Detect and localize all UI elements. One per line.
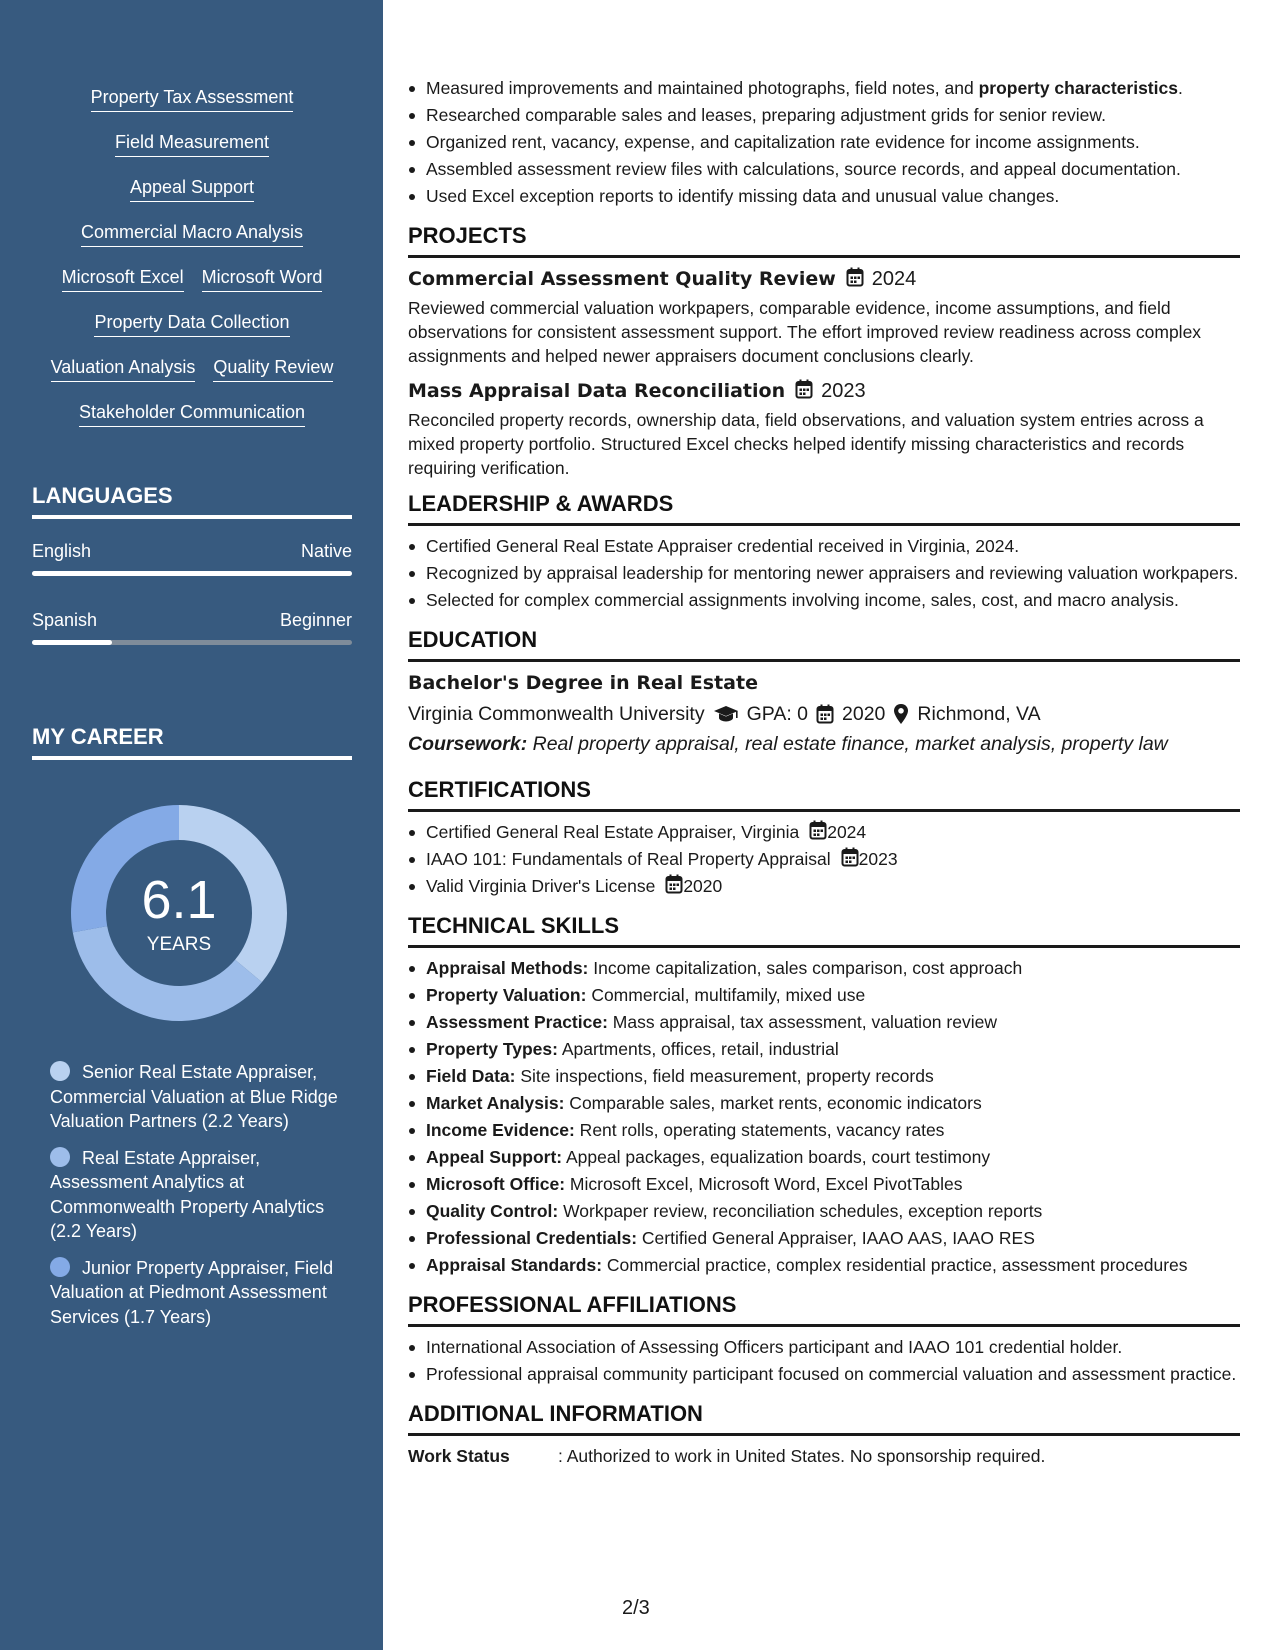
technical-skill-item [426, 1253, 1240, 1277]
bullet-text: Measured improvements and maintained photographs, field notes, and [426, 78, 979, 98]
career-item [50, 1060, 340, 1134]
project-description: Reviewed commercial valuation workpapers, comparable evidence, income assumptions, and field observations for consistent assessment support. The effort improved review readiness across complex assignments and helped newer appraisers document conclusions clearly. [408, 298, 1202, 366]
leadership-list [408, 534, 1240, 612]
technical-skill-label: Market Analysis: [426, 1093, 565, 1113]
technical-skill-item [426, 1172, 1240, 1196]
language-level: Native [300, 541, 352, 561]
technical-skill-label: Professional Credentials: [426, 1228, 638, 1248]
work-status-label: Work Status [408, 1446, 510, 1466]
skill-row [32, 356, 352, 401]
certification-name: Valid Virginia Driver's License [426, 876, 656, 896]
skills-list [32, 86, 352, 446]
project-description: Reconciled property records, ownership data, field observations, and valuation system entries across a mixed property portfolio. Structured Excel checks helped identify missing characteristics and records requiring verification. [408, 410, 1204, 478]
certification-year: 2020 [683, 876, 723, 896]
project-entry [408, 266, 1240, 368]
language-proficiency-bar [32, 571, 352, 576]
technical-skill-value: Site inspections, field measurement, property records [515, 1066, 934, 1086]
bullet-text: Assembled assessment review files with calculations, source records, and appeal documentation. [426, 159, 1181, 179]
skill-row [32, 266, 352, 311]
skill-tag: Property Data Collection [94, 311, 289, 337]
career-donut-chart [64, 798, 294, 1028]
skill-tag: Field Measurement [115, 131, 269, 157]
experience-bullet [426, 184, 1240, 208]
skill-row [32, 311, 352, 356]
language-level: Beginner [279, 610, 352, 630]
skill-tag: Valuation Analysis [51, 356, 196, 382]
coursework-label: Coursework: [408, 733, 528, 755]
education-gpa: GPA: 0 [746, 703, 809, 725]
certification-item [426, 874, 1240, 898]
affiliation-item: International Association of Assessing Officers participant and IAAO 101 credential holder. [426, 1335, 1240, 1359]
project-title: Mass Appraisal Data Reconciliation [408, 380, 786, 402]
certification-year: 2024 [827, 822, 867, 842]
skill-row [32, 131, 352, 176]
technical-skill-item [426, 1199, 1240, 1223]
experience-bullet [426, 157, 1240, 181]
career-total-years: 6.1 [141, 870, 217, 930]
education-school: Virginia Commonwealth University [408, 703, 705, 725]
technical-skill-value: Apartments, offices, retail, industrial [557, 1039, 839, 1059]
leadership-item: Certified General Real Estate Appraiser credential received in Virginia, 2024. [426, 534, 1240, 558]
experience-bullet [426, 130, 1240, 154]
additional-info-heading: ADDITIONAL INFORMATION [408, 1400, 1240, 1436]
certification-name: Certified General Real Estate Appraiser, Virginia [426, 822, 800, 842]
sidebar [0, 0, 383, 1650]
technical-skills-heading: TECHNICAL SKILLS [408, 912, 1240, 948]
technical-skill-item [426, 1226, 1240, 1250]
skill-tag: Appeal Support [130, 176, 254, 202]
technical-skill-label: Income Evidence: [426, 1120, 575, 1140]
career-list [50, 1060, 340, 1341]
language-name: Spanish [32, 610, 98, 630]
technical-skill-item [426, 1091, 1240, 1115]
skill-tag: Property Tax Assessment [91, 86, 294, 112]
technical-skill-label: Field Data: [426, 1066, 516, 1086]
education-coursework [408, 730, 1240, 758]
certification-date [665, 876, 722, 896]
technical-skill-value: Certified General Appraiser, IAAO AAS, IAAO RES [637, 1228, 1035, 1248]
skill-tag: Microsoft Excel [62, 266, 184, 292]
leadership-heading: LEADERSHIP & AWARDS [408, 490, 1240, 526]
certification-item [426, 820, 1240, 844]
experience-bullet [426, 76, 1240, 100]
page-number: 2/3 [622, 1597, 650, 1619]
language-proficiency-bar [32, 640, 352, 645]
certification-year: 2023 [858, 849, 898, 869]
career-item [50, 1146, 340, 1244]
technical-skill-value: Commercial, multifamily, mixed use [586, 985, 866, 1005]
technical-skill-item [426, 1064, 1240, 1088]
language-proficiency-fill [32, 571, 352, 576]
calendar-icon [846, 266, 864, 292]
work-status-value: : Authorized to work in United States. No sponsorship required. [558, 1446, 1046, 1466]
technical-skill-value: Rent rolls, operating statements, vacancy rates [574, 1120, 945, 1140]
project-entry [408, 378, 1240, 480]
technical-skill-value: Mass appraisal, tax assessment, valuation review [607, 1012, 997, 1032]
project-title: Commercial Assessment Quality Review [408, 268, 836, 290]
skill-tag: Stakeholder Communication [79, 401, 305, 427]
project-date [846, 266, 917, 292]
career-heading: MY CAREER [32, 723, 352, 760]
career-legend-dot [50, 1147, 70, 1167]
technical-skill-label: Property Types: [426, 1039, 558, 1059]
project-date [795, 378, 866, 404]
education-degree: Bachelor's Degree in Real Estate [408, 672, 758, 694]
certification-date [809, 822, 866, 842]
affiliations-list [408, 1335, 1240, 1386]
languages-heading: LANGUAGES [32, 482, 352, 519]
main-content [408, 76, 1240, 1468]
technical-skill-item [426, 1037, 1240, 1061]
technical-skill-item [426, 1010, 1240, 1034]
calendar-icon [816, 704, 834, 724]
bullet-text-end: . [1177, 78, 1183, 98]
calendar-icon [795, 378, 813, 404]
career-legend-dot [50, 1257, 70, 1277]
technical-skill-value: Comparable sales, market rents, economic indicators [564, 1093, 982, 1113]
leadership-item: Recognized by appraisal leadership for mentoring newer appraisers and reviewing valuation workpapers. [426, 563, 1239, 583]
skill-row [32, 221, 352, 266]
education-location: Richmond, VA [917, 703, 1041, 725]
technical-skill-item [426, 956, 1240, 980]
technical-skill-item [426, 1145, 1240, 1169]
calendar-icon [809, 822, 827, 842]
technical-skill-label: Appeal Support: [426, 1147, 563, 1167]
career-legend-dot [50, 1061, 70, 1081]
technical-skill-label: Appraisal Standards: [426, 1255, 603, 1275]
calendar-icon [841, 849, 859, 869]
language-spanish [32, 609, 352, 645]
affiliations-heading: PROFESSIONAL AFFILIATIONS [408, 1291, 1240, 1327]
certification-item [426, 847, 1240, 871]
technical-skill-value: Appeal packages, equalization boards, court testimony [562, 1147, 991, 1167]
technical-skill-value: Income capitalization, sales comparison, cost approach [588, 958, 1023, 978]
technical-skill-value: Microsoft Excel, Microsoft Word, Excel PivotTables [565, 1174, 963, 1194]
skill-tag: Microsoft Word [202, 266, 323, 292]
career-item-text: Real Estate Appraiser, Assessment Analytics at Commonwealth Property Analytics (2.2 Years) [50, 1147, 325, 1241]
certification-name: IAAO 101: Fundamentals of Real Property Appraisal [426, 849, 831, 869]
technical-skill-label: Appraisal Methods: [426, 958, 589, 978]
technical-skill-label: Assessment Practice: [426, 1012, 608, 1032]
project-year: 2024 [871, 268, 917, 290]
technical-skills-list [408, 956, 1240, 1277]
bullet-text: Organized rent, vacancy, expense, and capitalization rate evidence for income assignments. [426, 132, 1140, 152]
skill-row [32, 176, 352, 221]
technical-skill-item [426, 983, 1240, 1007]
career-item-text: Senior Real Estate Appraiser, Commercial Valuation at Blue Ridge Valuation Partners (2.2 Years) [50, 1062, 338, 1131]
certifications-list [408, 820, 1240, 898]
language-proficiency-fill [32, 640, 112, 645]
education-heading: EDUCATION [408, 626, 1240, 662]
skill-row [32, 401, 352, 446]
projects-heading: PROJECTS [408, 222, 1240, 258]
skill-tag: Quality Review [213, 356, 333, 382]
affiliation-item: Professional appraisal community participant focused on commercial valuation and assessment practice. [426, 1362, 1240, 1386]
certifications-heading: CERTIFICATIONS [408, 776, 1240, 812]
work-status-row [408, 1444, 1240, 1468]
skill-row [32, 86, 352, 131]
experience-bullets [408, 76, 1240, 208]
leadership-item: Selected for complex commercial assignments involving income, sales, cost, and macro analysis. [426, 588, 1240, 612]
certification-date [841, 849, 898, 869]
career-item-text: Junior Property Appraiser, Field Valuation at Piedmont Assessment Services (1.7 Years) [50, 1257, 334, 1327]
skill-tag: Commercial Macro Analysis [81, 221, 303, 247]
technical-skill-value: Commercial practice, complex residential practice, assessment procedures [602, 1255, 1188, 1275]
projects-list [408, 266, 1240, 480]
project-year: 2023 [821, 380, 866, 402]
graduation-cap-icon [713, 704, 739, 724]
technical-skill-item [426, 1118, 1240, 1142]
bullet-text: Used Excel exception reports to identify missing data and unusual value changes. [426, 186, 1060, 206]
map-pin-icon [893, 703, 909, 725]
career-years-label: YEARS [146, 934, 212, 955]
technical-skill-label: Microsoft Office: [426, 1174, 566, 1194]
education-entry [408, 670, 1240, 758]
language-english [32, 540, 352, 576]
coursework-text: Real property appraisal, real estate finance, market analysis, property law [527, 733, 1168, 755]
bullet-text: Researched comparable sales and leases, preparing adjustment grids for senior review. [426, 105, 1106, 125]
project-title-row [408, 378, 1240, 404]
bullet-bold-text: property characteristics [978, 78, 1178, 98]
project-title-row [408, 266, 1240, 292]
career-item [50, 1256, 340, 1330]
technical-skill-label: Property Valuation: [426, 985, 587, 1005]
education-year: 2020 [842, 703, 886, 725]
calendar-icon [665, 876, 683, 896]
technical-skill-label: Quality Control: [426, 1201, 559, 1221]
language-name: English [32, 541, 92, 561]
technical-skill-value: Workpaper review, reconciliation schedules, exception reports [558, 1201, 1043, 1221]
experience-bullet [426, 103, 1240, 127]
